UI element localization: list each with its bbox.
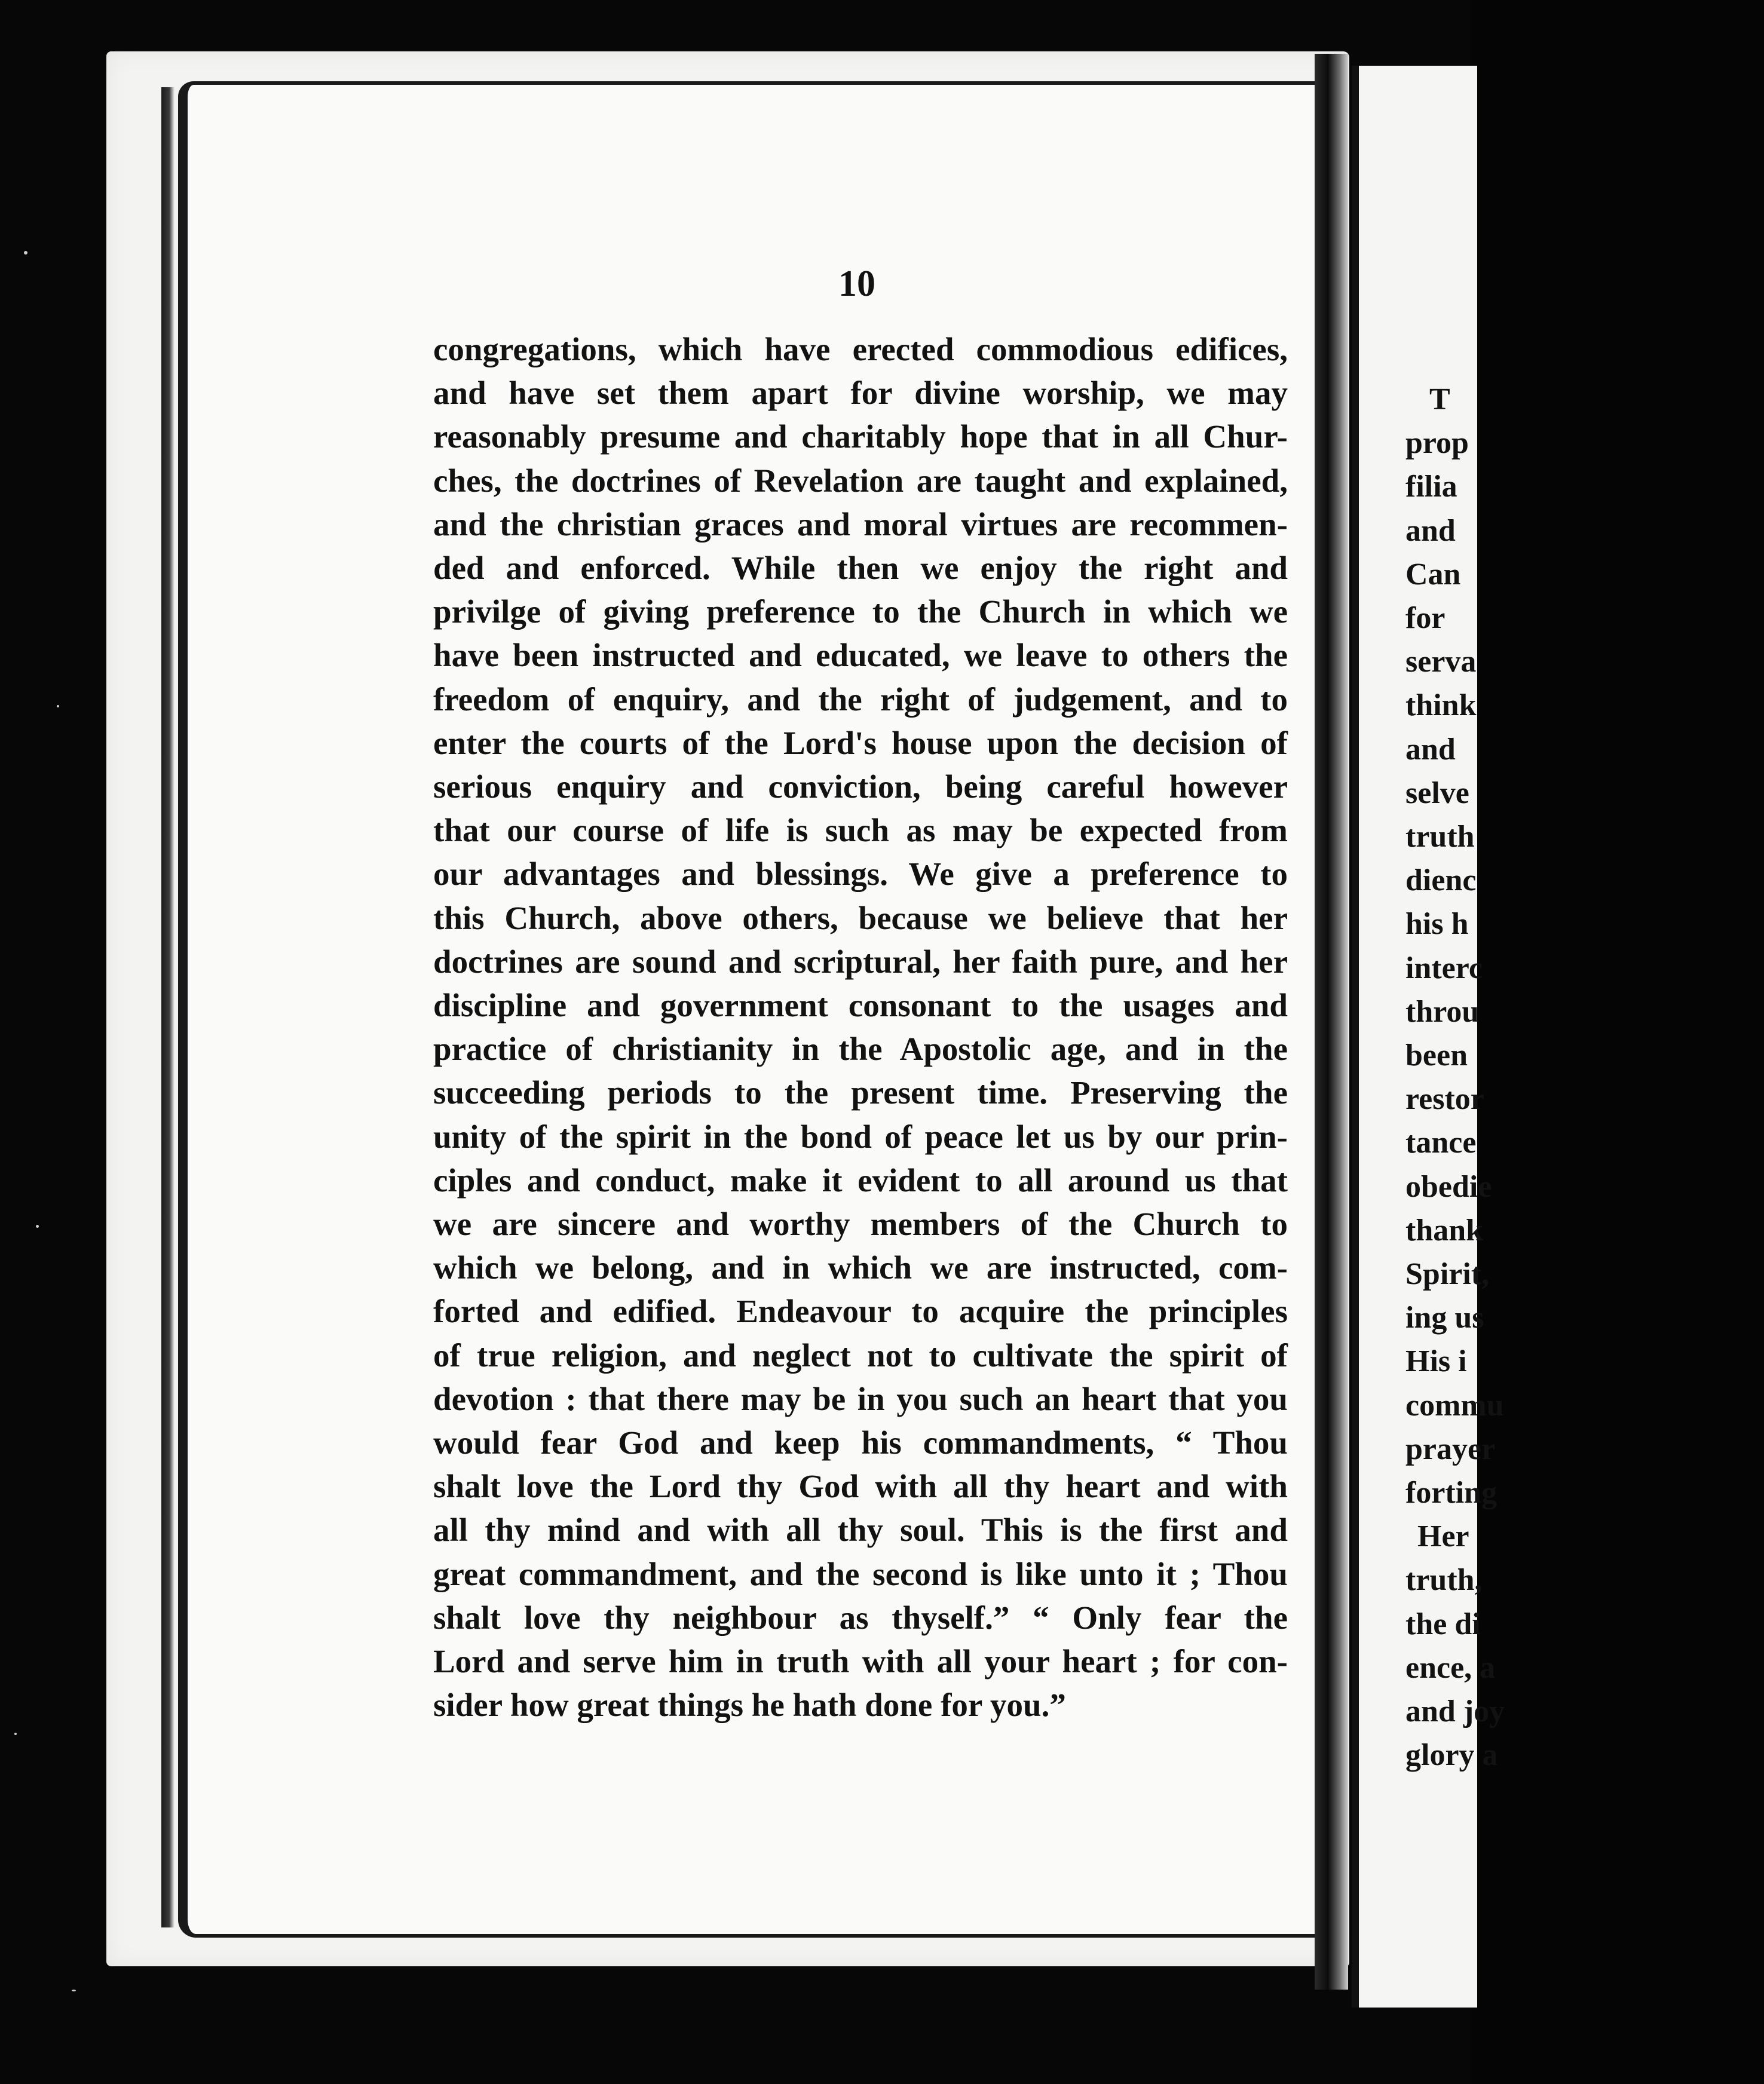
facing-text-line: Spirit, <box>1405 1257 1490 1292</box>
text-line: Lord and serve him in truth with all your heart ; for con- <box>433 1643 1288 1680</box>
text-line: enter the courts of the Lord's house upon the decision of <box>433 724 1288 761</box>
text-line: practice of christianity in the Apostolic age, and in the <box>433 1031 1288 1068</box>
book-gutter <box>1315 54 1348 1990</box>
text-line: devotion : that there may be in you such an heart that you <box>433 1380 1288 1417</box>
facing-text-line: forting <box>1405 1476 1497 1510</box>
facing-text-line: dienc <box>1405 863 1477 898</box>
facing-text-line: glory a <box>1405 1738 1498 1773</box>
text-line: ciples and conduct, make it evident to all around us that <box>433 1161 1288 1199</box>
facing-text-line: for <box>1405 601 1446 636</box>
facing-text-line: T <box>1429 382 1450 416</box>
facing-text-line: interc <box>1405 951 1483 985</box>
scan-speck <box>14 1733 17 1735</box>
facing-text-line: Her <box>1417 1519 1469 1554</box>
text-line: discipline and government consonant to the usages and <box>433 987 1288 1024</box>
text-line: ches, the doctrines of Revelation are taught and explained, <box>433 462 1288 499</box>
facing-text-line: throu <box>1405 994 1480 1029</box>
facing-text-line: thank <box>1405 1213 1484 1248</box>
text-line: freedom of enquiry, and the right of judgement, and to <box>433 681 1288 718</box>
text-line: our advantages and blessings. We give a preference to <box>433 856 1288 893</box>
text-line: this Church, above others, because we believe that her <box>433 899 1288 936</box>
text-line: congregations, which have erected commodious edifices, <box>433 331 1288 367</box>
text-line: privilge of giving preference to the Church in which we <box>433 593 1288 630</box>
facing-text-line: truth <box>1405 820 1475 854</box>
text-line: and have set them apart for divine worship, we may <box>433 375 1288 412</box>
facing-text-line: ing us <box>1405 1301 1484 1335</box>
text-line: that our course of life is such as may be expected from <box>433 812 1288 849</box>
text-line: ded and enforced. While then we enjoy the right and <box>433 550 1288 587</box>
facing-text-line: selve <box>1405 776 1469 810</box>
page-number: 10 <box>838 263 875 304</box>
facing-text-line: think <box>1405 688 1477 723</box>
facing-text-line: prayer <box>1405 1432 1496 1466</box>
facing-text-line: and <box>1405 732 1456 767</box>
facing-text-line: tance <box>1405 1126 1477 1160</box>
facing-text-line: ence, a <box>1405 1650 1496 1685</box>
scan-speck <box>72 1990 76 1991</box>
facing-text-line: serva <box>1405 645 1477 679</box>
text-line: unity of the spirit in the bond of peace let us by our prin- <box>433 1118 1288 1155</box>
text-line: reasonably presume and charitably hope that in all Chur- <box>433 418 1288 455</box>
facing-text-line: been <box>1405 1038 1468 1073</box>
facing-text-line: and joy <box>1405 1694 1505 1729</box>
text-line: and the christian graces and moral virtues are recommen- <box>433 505 1288 543</box>
scan-speck <box>57 705 59 707</box>
facing-text-line: truth, <box>1405 1563 1483 1598</box>
facing-text-line: and <box>1405 513 1456 548</box>
facing-text-line: filia <box>1405 470 1457 504</box>
text-line: shalt love thy neighbour as thyself.” “ Only fear the <box>433 1599 1288 1636</box>
facing-text-line: His i <box>1405 1344 1467 1379</box>
text-line: of true religion, and neglect not to cultivate the spirit of <box>433 1337 1288 1374</box>
text-line: which we belong, and in which we are instructed, com- <box>433 1249 1288 1286</box>
text-line: great commandment, and the second is like unto it ; Thou <box>433 1555 1288 1592</box>
facing-text-line: Can <box>1405 557 1461 592</box>
facing-page <box>1352 66 1505 2008</box>
text-line: succeeding periods to the present time. Preserving the <box>433 1074 1288 1111</box>
facing-text-line: prop <box>1405 426 1469 461</box>
facing-text-line: his h <box>1405 907 1469 942</box>
text-line: doctrines are sound and scriptural, her faith pure, and her <box>433 943 1288 980</box>
text-line: would fear God and keep his commandments, “ Thou <box>433 1424 1288 1461</box>
body-text <box>433 327 1288 1727</box>
facing-page-text <box>1405 378 1764 1777</box>
text-line: we are sincere and worthy members of the Church to <box>433 1206 1288 1243</box>
text-line: serious enquiry and conviction, being careful however <box>433 768 1288 805</box>
text-line: shalt love the Lord thy God with all thy heart and with <box>433 1468 1288 1505</box>
text-line: have been instructed and educated, we leave to others the <box>433 637 1288 674</box>
facing-text-line: the di <box>1405 1607 1481 1641</box>
facing-text-line: obedie <box>1405 1169 1492 1204</box>
text-line: all thy mind and with all thy soul. This is the first and <box>433 1512 1288 1549</box>
facing-text-line: restor <box>1405 1082 1484 1117</box>
text-line: sider how great things he hath done for you.” <box>433 1687 1066 1724</box>
facing-text-line: commu <box>1405 1388 1504 1423</box>
scan-speck <box>36 1225 39 1228</box>
scan-speck <box>24 251 27 255</box>
text-line: forted and edified. Endeavour to acquire the principles <box>433 1293 1288 1330</box>
